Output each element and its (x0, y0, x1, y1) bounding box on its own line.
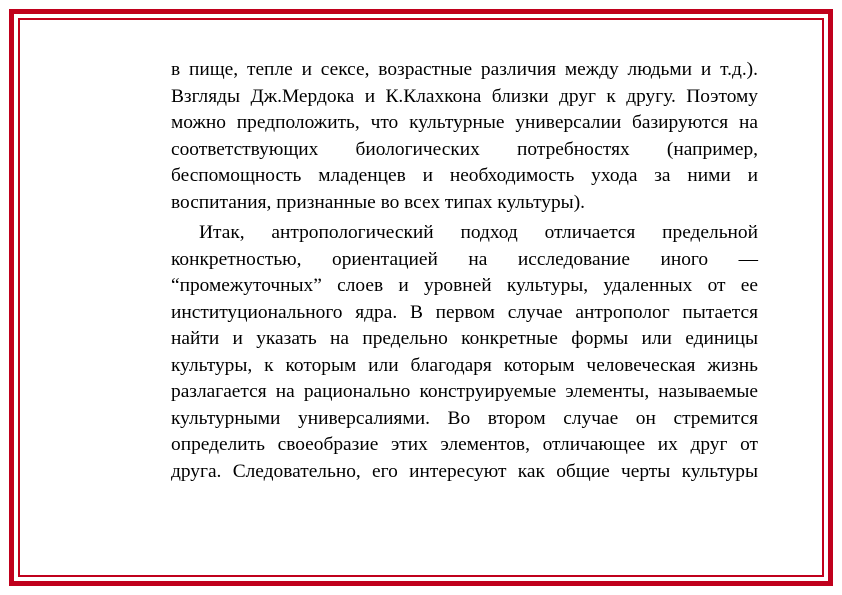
paragraph-2: Итак, антропологический подход отличается предельной конкретностью, ориентацией на исследование иного — “промежуточных” слоев и уровней культуры, удаленных от ее институционального ядра. В первом случае антрополог пытается найти и указать на предельно конкретные формы или единицы культуры, к которым или благодаря которым человеческая жизнь разлагается на рационально конструируемые элементы, называемые культурными универсалиями. Во втором случае он стремится определить своеобразие этих элементов, отличающее их друг от друга. Следовательно, его интересуют как общие черты культуры (171, 222, 758, 482)
paragraph-1: в пище, тепле и сексе, возрастные различия между людьми и т.д.). Взгляды Дж.Мердока и К.Клахкона близки друг к другу. Поэтому можно предположить, что культурные универсалии базируются на соответствующих биологических потребностях (например, беспомощность младенцев и необходимость ухода за ними и воспитания, признанные во всех типах культуры). (171, 59, 758, 213)
body-text (171, 57, 758, 485)
